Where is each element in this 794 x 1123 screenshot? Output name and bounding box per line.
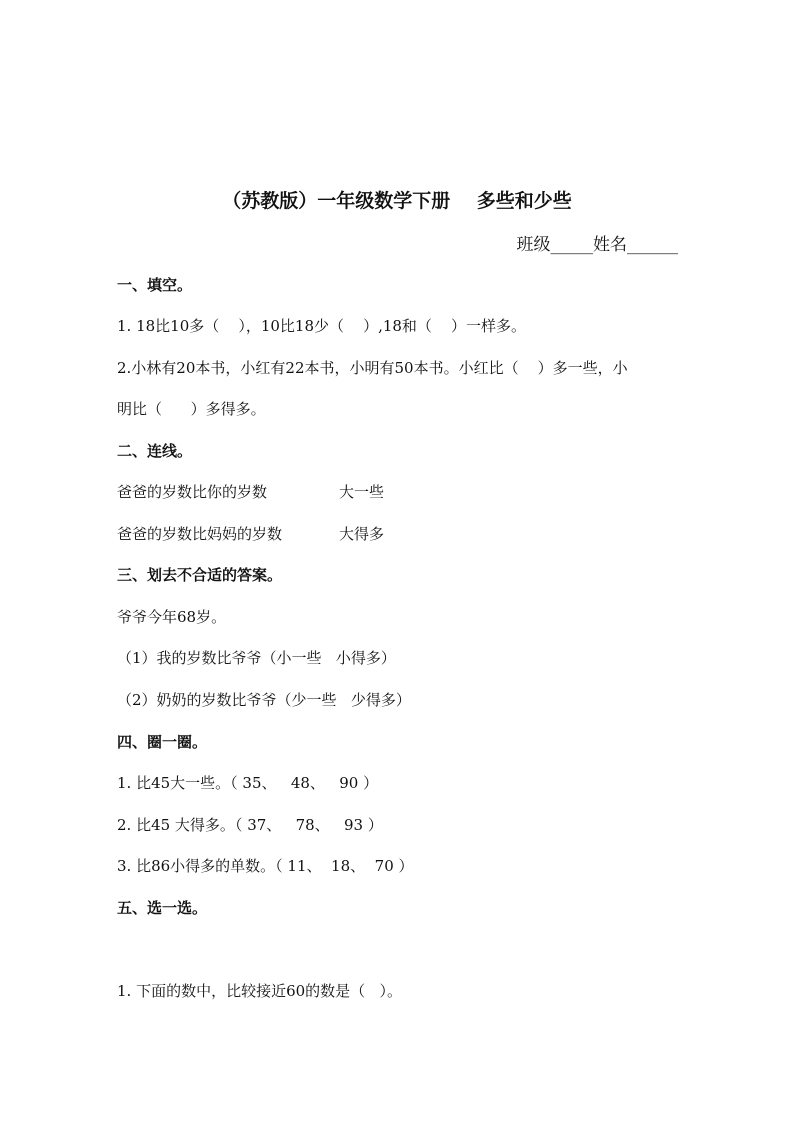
section-5-heading: 五、选一选。: [117, 899, 208, 917]
section-1-question-1: 1. 18比10多（ ），10比18少（ ）,18和（ ）一样多。: [117, 317, 527, 335]
section-4-heading: 四、圈一圈。: [117, 733, 208, 751]
section-3-intro: 爷爷今年68岁。: [117, 608, 227, 626]
match-left-1: 爸爸的岁数比你的岁数: [117, 483, 268, 501]
match-left-2: 爸爸的岁数比妈妈的岁数: [117, 525, 283, 543]
section-3-question-2: （2）奶奶的岁数比爷爷（少一些 少得多）: [117, 691, 411, 709]
section-4-question-1: 1. 比45大一些。（ 35、 48、 90 ）: [117, 774, 379, 792]
section-1-question-2-line-1: 2.小林有20本书，小红有22本书，小明有50本书。小红比（ ）多一些，小: [117, 359, 628, 377]
section-3-heading: 三、划去不合适的答案。: [117, 566, 283, 584]
section-5-question-1: 1. 下面的数中，比较接近60的数是（ ）。: [117, 982, 402, 1000]
class-name-fields: 班级_____姓名______: [516, 235, 678, 255]
match-right-1: 大一些: [339, 483, 385, 501]
section-4-question-3: 3. 比86小得多的单数。（ 11、 18、 70 ）: [117, 857, 414, 875]
section-1-question-2-line-2: 明比（ ）多得多。: [117, 400, 266, 418]
section-2-heading: 二、连线。: [117, 442, 193, 460]
section-4-question-2: 2. 比45 大得多。（ 37、 78、 93 ）: [117, 816, 383, 834]
section-1-heading: 一、填空。: [117, 276, 193, 294]
section-3-question-1: （1）我的岁数比爷爷（小一些 小得多）: [117, 649, 396, 667]
page-title: （苏教版）一年级数学下册 多些和少些: [222, 190, 572, 212]
match-right-2: 大得多: [339, 525, 385, 543]
